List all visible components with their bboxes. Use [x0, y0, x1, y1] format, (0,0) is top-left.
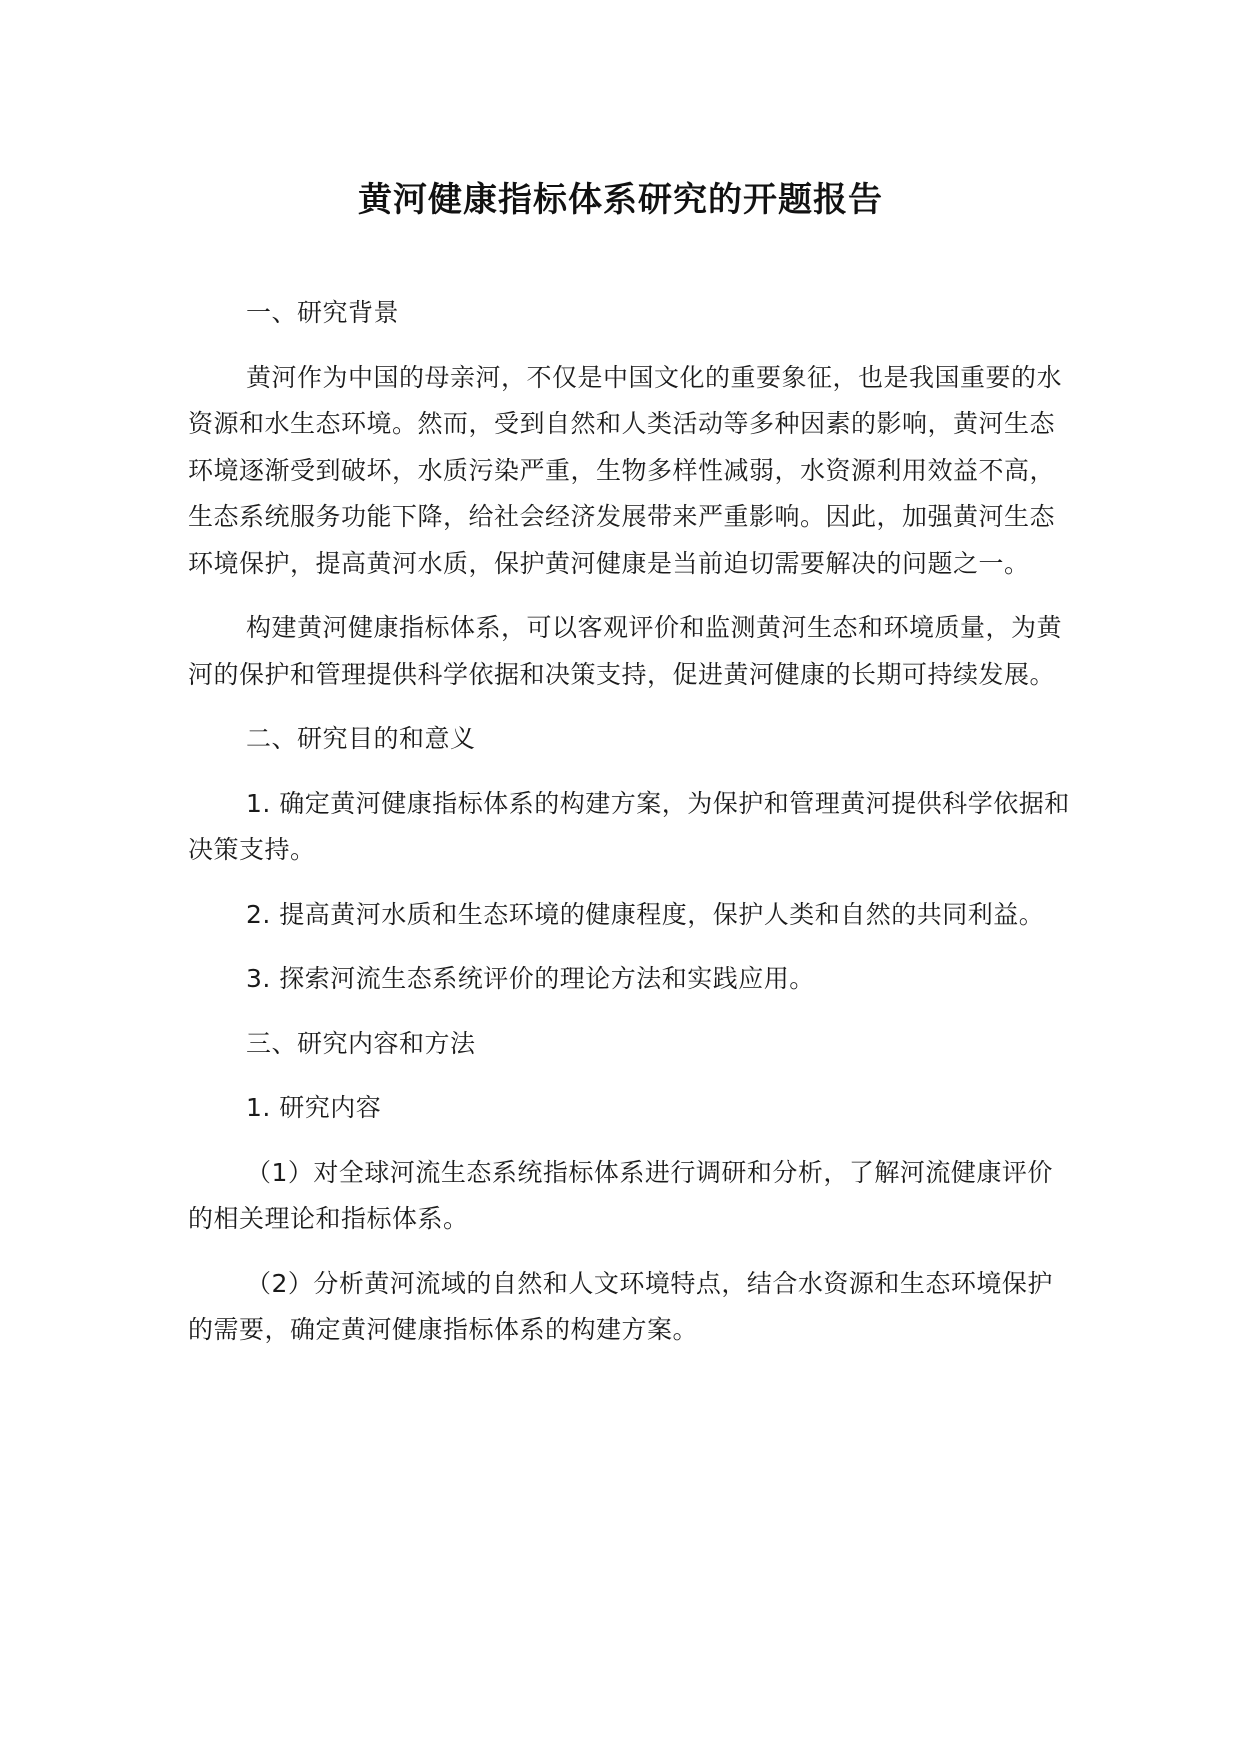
section-heading-content-method: 三、研究内容和方法 [246, 1028, 476, 1058]
document-body [188, 290, 1078, 1372]
content-item-1: （1）对全球河流生态系统指标体系进行调研和分析，了解河流健康评价的相关理论和指标体系。 [188, 1157, 1053, 1233]
paragraph-background-1: 黄河作为中国的母亲河，不仅是中国文化的重要象征，也是我国重要的水资源和水生态环境。然而，受到自然和人类活动等多种因素的影响，黄河生态环境逐渐受到破坏，水质污染严重，生物多样性减弱，水资源利用效益不高，生态系统服务功能下降，给社会经济发展带来严重影响。因此，加强黄河生态环境保护，提高黄河水质，保护黄河健康是当前迫切需要解决的问题之一。 [188, 362, 1063, 578]
purpose-item-3: 3. 探索河流生态系统评价的理论方法和实践应用。 [246, 964, 815, 993]
subsection-heading-content: 1. 研究内容 [246, 1093, 382, 1122]
purpose-item-1: 1. 确定黄河健康指标体系的构建方案，为保护和管理黄河提供科学依据和决策支持。 [188, 788, 1070, 864]
purpose-item-2: 2. 提高黄河水质和生态环境的健康程度，保护人类和自然的共同利益。 [246, 899, 1045, 929]
content-item-2: （2）分析黄河流域的自然和人文环境特点，结合水资源和生态环境保护的需要，确定黄河健康指标体系的构建方案。 [188, 1268, 1053, 1344]
section-heading-background: 一、研究背景 [246, 298, 400, 327]
document-title: 黄河健康指标体系研究的开题报告 [358, 180, 883, 220]
section-heading-purpose: 二、研究目的和意义 [246, 724, 476, 753]
paragraph-background-2: 构建黄河健康指标体系，可以客观评价和监测黄河生态和环境质量，为黄河的保护和管理提供科学依据和决策支持，促进黄河健康的长期可持续发展。 [188, 613, 1063, 689]
